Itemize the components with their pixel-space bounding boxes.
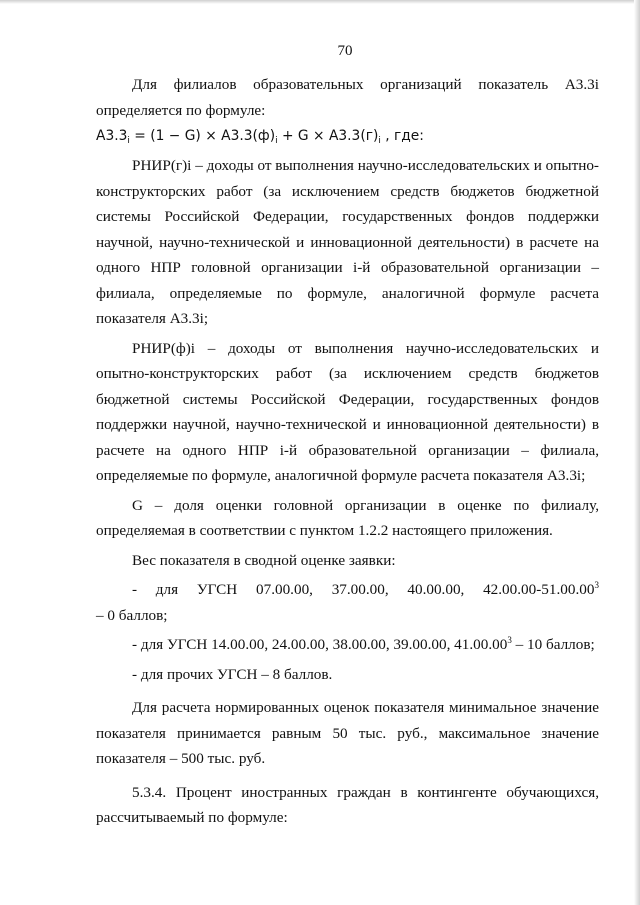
formula-term1: = (1 − G) × А3.3(ф) [129, 128, 276, 144]
list-item-1-word: для [155, 581, 179, 598]
formula-term1-sub: i [275, 136, 278, 146]
footnote-ref: 3 [507, 635, 512, 645]
paragraph-section-534: 5.3.4. Процент иностранных граждан в контингенте обучающихся, рассчитываемый по формуле: [96, 783, 599, 826]
formula-lhs: А3.3 [96, 128, 128, 144]
paragraph-intro: Для филиалов образовательных организаций показатель А3.3i определяется по формуле: [96, 76, 599, 119]
list-item-1-word: 40.00.00, [407, 581, 465, 598]
paragraph-rnir-g: РНИР(г)i – доходы от выполнения научно-исследовательских и опытно-конструкторских работ (за исключением средств бюджетов бюджетной системы Российской Федерации, государственных фондов поддержки научной, научно-технической и инновационной деятельности) в расчете на одного НПР головной организации i-й образовательной организации – филиала, определяемые по формуле, аналогичной формуле расчета показателя А3.3i; [96, 157, 599, 327]
list-item-1-word: - [132, 581, 138, 598]
list-item-1-word: УГСН [196, 581, 238, 598]
list-item-2-text: - для УГСН 14.00.00, 24.00.00, 38.00.00, 39.00.00, 41.00.00 [132, 636, 508, 653]
formula-lhs-sub: i [127, 136, 130, 146]
page-edge-right [634, 0, 640, 905]
paragraph-rnir-f: РНИР(ф)i – доходы от выполнения научно-исследовательских и опытно-конструкторских работ (за исключением средств бюджетов бюджетной системы Российской Федерации, государственных фондов поддержки научной, научно-технической и инновационной деятельности) в расчете на одного НПР i-й образовательной организации – филиала, определяемые по формуле, аналогичной формуле расчета показателя А3.3i; [96, 339, 599, 484]
list-item-1-word-last [483, 577, 599, 603]
formula-a33 [96, 123, 599, 149]
formula-term2: + G × А3.3(г) [277, 128, 379, 144]
paragraph-g-definition: G – доля оценки головной организации в оценке по филиалу, определяемая в соответствии с пунктом 1.2.2 настоящего приложения. [96, 496, 599, 539]
list-item-2-tail: – 10 баллов; [511, 636, 595, 653]
paragraph-weight-heading: Вес показателя в сводной оценке заявки: [132, 551, 396, 569]
page-number: 70 [337, 43, 353, 59]
list-item-1-word: 37.00.00, [331, 581, 389, 598]
paragraph-normalization: Для расчета нормированных оценок показателя минимальное значение показателя принимается равным 50 тыс. руб., максимальное значение показателя – 500 тыс. руб. [96, 699, 599, 767]
list-item-1 [96, 577, 599, 603]
list-item-1-word: 07.00.00, [256, 581, 313, 598]
formula-tail: , где: [380, 128, 424, 144]
document-body [96, 72, 599, 831]
page-edge-top [0, 0, 640, 4]
list-item-1-continuation: – 0 баллов; [96, 606, 168, 624]
footnote-ref: 3 [594, 580, 599, 590]
list-item-1-code: 42.00.00-51.00.00 [483, 581, 595, 598]
list-item-3: - для прочих УГСН – 8 баллов. [132, 665, 333, 683]
formula-term2-sub: i [378, 136, 381, 146]
list-item-2 [96, 632, 599, 658]
